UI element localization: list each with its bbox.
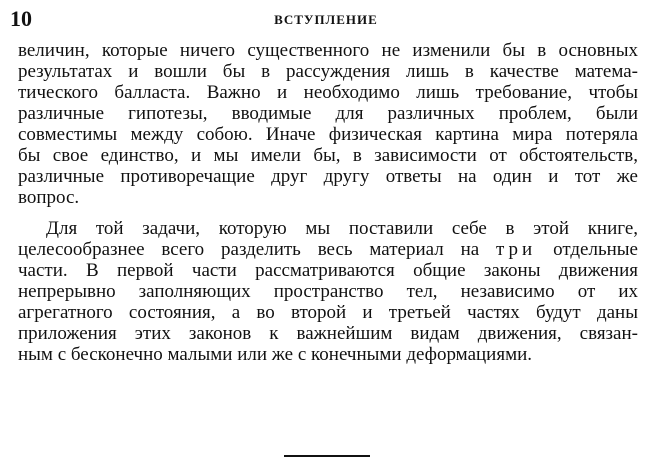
text-line: различные гипотезы, вводимые для различных проблем, были	[18, 103, 638, 124]
body-text	[18, 40, 638, 365]
section-end-rule	[284, 455, 370, 457]
text-line: агрегатного состояния, а во второй и третьей частях будут даны	[18, 302, 638, 323]
text-line: результатах и вошли бы в рассуждения лишь в качестве матема-	[18, 61, 638, 82]
text-line	[18, 239, 638, 260]
text-line: ным с бесконечно малыми или же с конечными деформациями.	[18, 344, 533, 365]
text-line: различные противоречащие друг другу ответы на один и тот же	[18, 166, 638, 187]
text-line-part: целесообразнее всего разделить весь материал на	[18, 239, 497, 260]
text-line: Для той задачи, которую мы поставили себе в этой книге,	[46, 218, 638, 239]
text-line: приложения этих законов к важнейшим видам движения, связан-	[18, 323, 638, 344]
text-line: части. В первой части рассматриваются общие законы движения	[18, 260, 638, 281]
text-line: вопрос.	[18, 187, 80, 208]
text-line: тического балласта. Важно и необходимо лишь требование, чтобы	[18, 82, 638, 103]
emphasized-word: три	[496, 239, 537, 260]
text-line-part: отдельные	[536, 239, 638, 260]
text-line: совместимы между собою. Иначе физическая картина мира потеряла	[18, 124, 638, 145]
text-line: бы свое единство, и мы имели бы, в зависимости от обстоятельств,	[18, 145, 638, 166]
text-line: величин, которые ничего существенного не изменили бы в основных	[18, 40, 638, 61]
paragraph-gap	[18, 208, 638, 218]
page-number: 10	[10, 6, 32, 31]
text-line: непрерывно заполняющих пространство тел, независимо от их	[18, 281, 638, 302]
running-title: ВСТУПЛЕНИЕ	[274, 12, 378, 27]
